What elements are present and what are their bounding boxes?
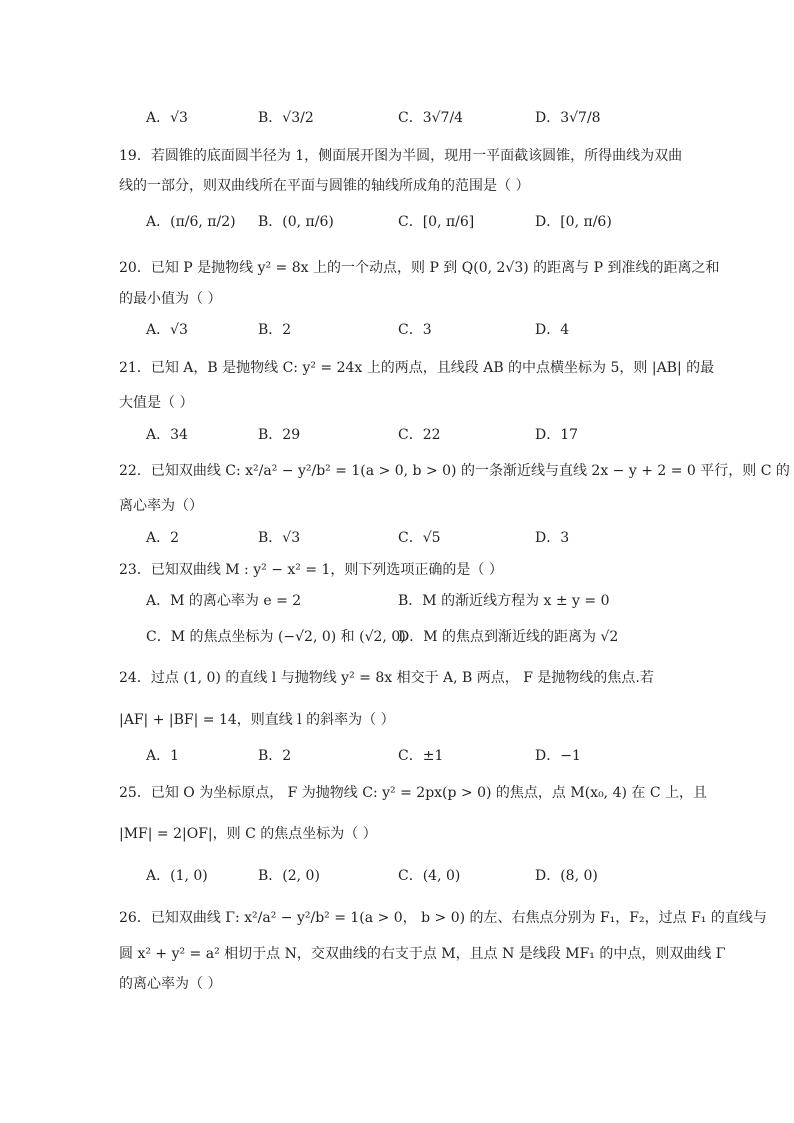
q26-text-line1: 26．已知双曲线 Γ: x²/a² − y²/b² = 1(a > 0， b > 0) 的左、右焦点分别为 F₁，F₂，过点 F₁ 的直线与 [119,910,767,926]
q21-text-line2: 大值是（ ） [119,395,194,411]
q22-text-line1: 22．已知双曲线 C: x²/a² − y²/b² = 1(a > 0, b > 0) 的一条渐近线与直线 2x − y + 2 = 0 平行，则 C 的 [119,463,790,479]
q24-option-c[interactable]: C．±1 [398,748,444,764]
q19-text-line2: 线的一部分，则双曲线所在平面与圆锥的轴线所成角的范围是（ ） [119,178,530,194]
q18-option-a[interactable]: A．√3 [146,110,188,126]
q23-option-b[interactable]: B．M 的渐近线方程为 x ± y = 0 [398,593,610,609]
q22-option-c[interactable]: C．√5 [398,530,441,546]
q19-option-b[interactable]: B．(0, π/6) [258,214,334,230]
q26-text-line3: 的离心率为（ ） [119,976,222,992]
q20-text-line1: 20．已知 P 是抛物线 y² = 8x 上的一个动点，则 P 到 Q(0, 2√3) 的距离与 P 到准线的距离之和 [119,260,720,276]
q23-option-d[interactable]: D．M 的焦点到渐近线的距离为 √2 [398,629,619,645]
q20-text-line2: 的最小值为（ ） [119,291,222,307]
q23-text-line1: 23．已知双曲线 M : y² − x² = 1，则下列选项正确的是（ ） [119,562,503,578]
q22-option-d[interactable]: D．3 [535,530,570,546]
q22-text-line2: 离心率为（） [119,498,203,514]
q19-option-d[interactable]: D．[0, π/6) [535,214,612,230]
q23-option-c[interactable]: C．M 的焦点坐标为 (−√2, 0) 和 (√2, 0) [146,629,406,645]
q21-option-a[interactable]: A．34 [146,427,188,443]
q22-option-b[interactable]: B．√3 [258,530,301,546]
q22-option-a[interactable]: A．2 [146,530,180,546]
q19-text-line1: 19．若圆锥的底面圆半径为 1，侧面展开图为半圆，现用一平面截该圆锥，所得曲线为双曲 [119,148,683,164]
q20-option-a[interactable]: A．√3 [146,322,188,338]
q19-option-a[interactable]: A．(π/6, π/2) [146,214,236,230]
q26-text-line2: 圆 x² + y² = a² 相切于点 N，交双曲线的右支于点 M，且点 N 是线段 MF₁ 的中点，则双曲线 Γ [119,946,726,962]
q18-option-d[interactable]: D．3√7/8 [535,110,601,126]
q19-option-c[interactable]: C．[0, π/6] [398,214,475,230]
q25-option-c[interactable]: C．(4, 0) [398,868,461,884]
q18-option-b[interactable]: B．√3/2 [258,110,314,126]
q24-option-d[interactable]: D．−1 [535,748,581,764]
q25-option-b[interactable]: B．(2, 0) [258,868,320,884]
q24-option-a[interactable]: A．1 [146,748,180,764]
q21-text-line1: 21．已知 A，B 是抛物线 C: y² = 24x 上的两点，且线段 AB 的中点横坐标为 5，则 |AB| 的最 [119,360,715,376]
q20-option-d[interactable]: D．4 [535,322,570,338]
q21-option-d[interactable]: D．17 [535,427,579,443]
q25-option-d[interactable]: D．(8, 0) [535,868,598,884]
q25-text-line1: 25．已知 O 为坐标原点， F 为抛物线 C: y² = 2px(p > 0) 的焦点，点 M(x₀, 4) 在 C 上，且 [119,785,708,801]
q18-option-c[interactable]: C．3√7/4 [398,110,464,126]
q23-option-a[interactable]: A．M 的离心率为 e = 2 [146,593,302,609]
q20-option-b[interactable]: B．2 [258,322,292,338]
q24-text-line1: 24．过点 (1, 0) 的直线 l 与抛物线 y² = 8x 相交于 A, B 两点， F 是抛物线的焦点.若 [119,670,654,686]
q21-option-c[interactable]: C．22 [398,427,441,443]
q21-option-b[interactable]: B．29 [258,427,301,443]
q24-text-line2: |AF| + |BF| = 14，则直线 l 的斜率为（ ） [119,712,395,728]
q25-text-line2: |MF| = 2|OF|，则 C 的焦点坐标为（ ） [119,826,377,842]
q25-option-a[interactable]: A．(1, 0) [146,868,208,884]
q20-option-c[interactable]: C．3 [398,322,432,338]
q24-option-b[interactable]: B．2 [258,748,292,764]
